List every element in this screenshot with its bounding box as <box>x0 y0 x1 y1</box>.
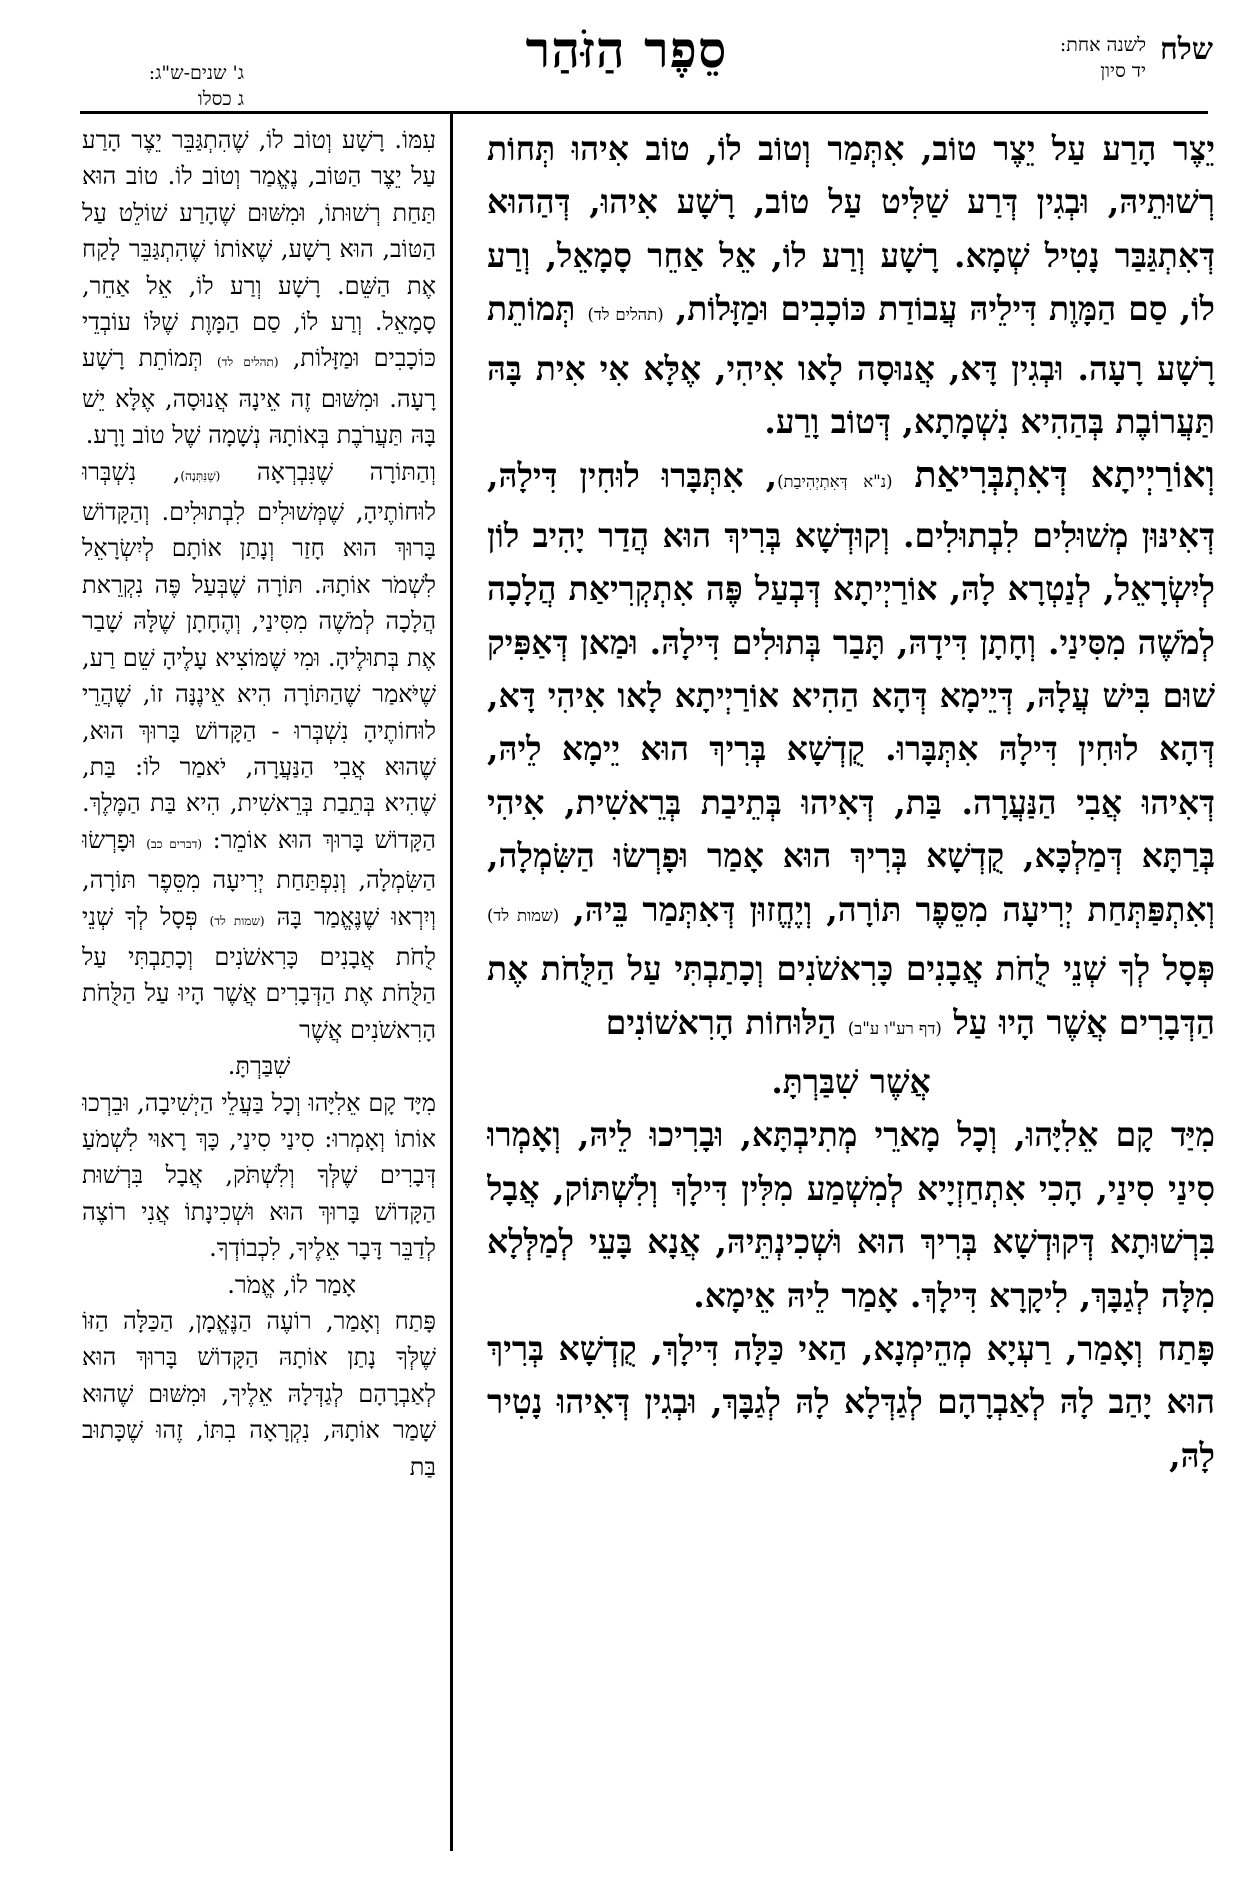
side-text: שִׁבַּרְתָּ. <box>227 1052 291 1081</box>
variant-reading: (נ"א דְּאִתְיְהִיבַת) <box>777 472 893 492</box>
three-year-date: ג כסלו <box>197 88 244 110</box>
main-paragraph-4 <box>487 1322 1215 1482</box>
side-text: אָמַר לוֹ, אֱמֹר. <box>227 1270 356 1299</box>
side-text: פָּתַח וְאָמַר, רוֹעֶה הַנֶּאֱמָן, הַכַּלָּה הַזּוֹ שֶׁלְּךָ נָתַן אוֹתָהּ הַקָּדוֹשׁ בָּרוּךְ הוּא לְאַבְרָהָם לְגַדְּלָהּ אֵלֶיךָ, וּמִשּׁוּם שֶׁהוּא שָׁמַר אוֹתָהּ, נִקְרָאָה בִתּוֹ, זֶהוּ שֶׁכָּתוּב בַּת <box>82 1307 436 1481</box>
schedule-label: לשנה אחת: <box>1059 34 1146 56</box>
scripture-reference: (תהלים לד) <box>216 355 279 370</box>
main-text: יֵצֶר הָרַע עַל יֵצֶר טוֹב, אִתְּמַר וְטוֹב לוֹ, טוֹב אִיהוּ תְּחוֹת רְשׁוּתֵיהּ, וּבְגִין דְּרַע שַׁלִּיט עַל טוֹב, רָשָׁע אִיהוּ, דְּהַהוּא דְּאִתְגַּבַּר נָטִיל שְׁמָא. רָשָׁע וְרַע לוֹ, אֵל אַחֵר סָמָאֵל, וְרַע לוֹ, סַם הַמָּוֶת דִּילֵיהּ עֲבוֹדַת כּוֹכָבִים וּמַזָּלוֹת, <box>487 129 1215 329</box>
main-text: לוּחִין דִּילָהּ, דְּאִינּוּן מְשׁוּלִים לִבְתוּלִים. וְקוּדְשָׁא בְּרִיךְ הוּא הֲדַר יָהִיב לוֹן לְיִשְׂרָאֵל, לְנַטְרָא לָהּ, אוֹרַיְיתָא דְּבְעַל פֶּה אִתְקְרִיאַת הֲלָכָה לְמֹשֶׁה מִסִּינַי. וְחָתָן דִּידָהּ, תָּבַר בְּתוּלִים דִּילָהּ. וּמַאן דְּאַפִּיק שׁוּם בִּישׁ עֲלָהּ, דְּיֵימָא דְּהָא הַהִיא אוֹרַיְיתָא לָאו אִיהִי דָּא, דְּהָא לוּחִין דִּילָהּ אִתְּבָּרוּ. קֻדְשָׁא בְּרִיךְ הוּא יֵימָא לֵיהּ, דְּאִיהוּ אֲבִי הַנַּעֲרָה. בַּת, דְּאִיהוּ בְּתֵיבַת בְּרֵאשִׁית, אִיהִי בְּרַתָּא דְּמַלְכָּא, קֻדְשָׁא בְּרִיךְ הוּא אָמַר וּפָרְשׂוּ הַשִּׂמְלָה, וְאִתְפַּתְּחַת יְרִיעָה מִסֵּפֶר תּוֹרָה, וְיֶחֱזוּן דְּאִתְּמַר בֵּיהּ, <box>487 456 1215 929</box>
main-text: אֲשֶׁר שִׁבַּרְתָּ. <box>771 1061 931 1101</box>
header-rule <box>80 111 1208 114</box>
main-paragraph-3 <box>487 1108 1215 1322</box>
main-text: מִיַּד קָם אֵלִיָּהוּ, וְכָל מָארֵי מְתִיבְתָּא, וּבָרִיכוּ לֵיהּ, וְאָמְרוּ סִינַי סִינַי, הָכִי אִתְחַזְיָיא לְמִשְׁמַע מִלִּין דִּילָךְ וְלִשְׁתּוֹק, אֲבָל בִּרְשׁוּתָא דְּקוּדְשָׁא בְּרִיךְ הוּא וּשְׁכִינְתֵּיהּ, אֲנָא בָּעֵי לְמַלְּלָא מִלָּה לְגַבָּךְ, לִיקָרָא דִּילָךְ. אָמַר לֵיהּ אֵימָא. <box>487 1115 1215 1315</box>
side-paragraph-2 <box>82 454 436 1085</box>
side-text: פְּסָל לְךָ שְׁנֵי לֻחֹת אֲבָנִים כָּרִאשֹׁנִים וְכָתַבְתִּי עַל הַלֻּחֹת אֶת הַדְּבָרִים אֲשֶׁר הָיוּ עַל הַלֻּחֹת הָרִאשֹׁנִים אֲשֶׁר <box>82 902 436 1044</box>
main-text: הַלּוּחוֹת הָרִאשׁוֹנִים <box>605 1002 837 1042</box>
main-text: , אִתְּבָּרוּ <box>661 456 778 496</box>
side-text: מִיָּד קָם אֵלִיָּהוּ וְכָל בַּעֲלֵי הַיְשִׁיבָה, וּבֵרְכוּ אוֹתוֹ וְאָמְרוּ: סִינַי סִינַי, כָּךְ רָאוּי לִשְׁמֹעַ דְּבָרִים שֶׁלְּךָ וְלִשְׁתֹּק, אֲבָל בִּרְשׁוּת הַקָּדוֹשׁ בָּרוּךְ הוּא וּשְׁכִינָתוֹ אֲנִי רוֹצֶה לְדַבֵּר דָּבָר אֵלֶיךָ, לִכְבוֹדְךָ. <box>82 1088 436 1263</box>
scripture-reference: (תהלים לד) <box>587 305 664 325</box>
variant-reading: (שֶׁנִּתְּנָה) <box>180 468 221 483</box>
side-text: עִמּוֹ. רָשָׁע וְטוֹב לוֹ, שֶׁהִתְגַּבֵּר יֵצֶר הָרַע עַל יֵצֶר הַטּוֹב, נֶאֱמַר וְטוֹב לוֹ. טוֹב הוּא תַּחַת רְשׁוּתוֹ, וּמִשּׁוּם שֶׁהָרַע שׁוֹלֵט עַל הַטּוֹב, הוּא רָשָׁע, שֶׁאוֹתוֹ שֶׁהִתְגַּבֵּר לָקַח אֶת הַשֵּׁם. רָשָׁע וְרַע לוֹ, אֵל אַחֵר, סָמָאֵל. וְרַע לוֹ, סַם הַמָּוֶת שֶׁלּוֹ עוֹבְדֵי כּוֹכָבִים וּמַזָּלוֹת, <box>82 126 436 373</box>
schedule-date: יד סיון <box>1100 60 1146 82</box>
aramaic-main-column <box>487 122 1215 1862</box>
scripture-reference: (דברים כב) <box>146 836 203 851</box>
side-paragraph-1 <box>82 122 436 454</box>
main-text: וְאוֹרַיְיתָא דְּאִתְבְּרִיאַת <box>914 453 1215 497</box>
side-text: תְּמוֹתֵת רָשָׁע רָעָה. וּמִשּׁוּם זֶה אֵינָהּ אֲנוּסָה, אֶלָּא יֵשׁ בָּהּ תַּעֲרֹבֶת בְּאוֹתָהּ נְשָׁמָה שֶׁל טוֹב וָרָע. <box>82 344 436 450</box>
side-paragraph-3 <box>82 1085 436 1303</box>
scripture-reference: (שמות לד) <box>487 905 560 925</box>
main-paragraph-1 <box>487 122 1215 448</box>
side-text: וְהַתּוֹרָה שֶׁנִּבְרְאָה <box>256 457 436 486</box>
main-text: פָּתַח וְאָמַר, רַעְיָא מְהֵימְנָא, הַאי כַּלָּה דִּילָךְ, קֻדְשָׁא בְּרִיךְ הוּא יָהַב לָהּ לְאַבְרָהָם לְגַדְּלָא לָהּ לְגַבָּךְ, וּבְגִין דְּאִיהוּ נָטִיר לָהּ, <box>487 1328 1215 1475</box>
three-year-schedule <box>44 60 244 112</box>
three-year-label: ג' שנים-ש"ג: <box>148 62 244 84</box>
main-text: פְּסָל לְךָ שְׁנֵי לֻחֹת אֲבָנִים כָּרִאשֹׁנִים וְכָתַבְתִּי עַל הַלֻּחֹת אֶת הַדְּבָרִים אֲשֶׁר הָיוּ עַל <box>487 949 1215 1042</box>
side-text: וּפָרְשׂוּ הַשִּׂמְלָה, וְנִפְתַּחַת יְרִיעָה מִסֵּפֶר תּוֹרָה, וְיִרְאוּ שֶׁנֶּאֱמַר בָּהּ <box>82 825 436 931</box>
column-divider <box>450 111 453 1851</box>
hebrew-translation-column <box>82 122 436 1862</box>
side-paragraph-4 <box>82 1303 436 1485</box>
scripture-reference: (שמות לד) <box>209 913 265 928</box>
parasha-name: שלח <box>1159 32 1213 67</box>
page-header <box>0 0 1253 118</box>
main-paragraph-2 <box>487 448 1215 1108</box>
side-text: , נִשְׁבְּרוּ לוּחוֹתֶיהָ, שֶׁמְּשׁוּלִים לִבְתוּלִים. וְהַקָּדוֹשׁ בָּרוּךְ הוּא חָזַר וְנָתַן אוֹתָם לְיִשְׂרָאֵל לִשְׁמֹר אוֹתָהּ. תּוֹרָה שֶׁבְּעַל פֶּה נִקְרֵאת הֲלָכָה לְמֹשֶׁה מִסִּינַי, וְהֶחָתָן שֶׁלָּהּ שָׁבַר אֶת בְּתוּלֶיהָ. וּמִי שֶׁמּוֹצִיא עָלֶיהָ שֵׁם רַע, שֶׁיֹּאמַר שֶׁהַתּוֹרָה הִיא אֵינֶנָּה זוֹ, שֶׁהֲרֵי לוּחוֹתֶיהָ נִשְׁבְּרוּ - הַקָּדוֹשׁ בָּרוּךְ הוּא, שֶׁהוּא אֲבִי הַנַּעֲרָה, יֹאמַר לוֹ: בַּת, שֶׁהִיא בְּתֵבַת בְּרֵאשִׁית, הִיא בַּת הַמֶּלֶךְ. הַקָּדוֹשׁ בָּרוּךְ הוּא אוֹמֵר: <box>82 457 436 854</box>
folio-reference: (דף רע"ו ע"ב) <box>847 1018 942 1038</box>
main-text: תְּמוֹתֵת רָשָׁע רָעָה. וּבְגִין דָּא, אֲנוּסָה לָאו אִיהִי, אֶלָּא אִי אִית בָּהּ תַּעֲרוֹבֶת בְּהַהִיא נִשְׁמָתָא, דְּטוֹב וָרַע. <box>487 289 1215 442</box>
book-title: סֵפֶר הַזֹּהַר <box>525 20 728 79</box>
